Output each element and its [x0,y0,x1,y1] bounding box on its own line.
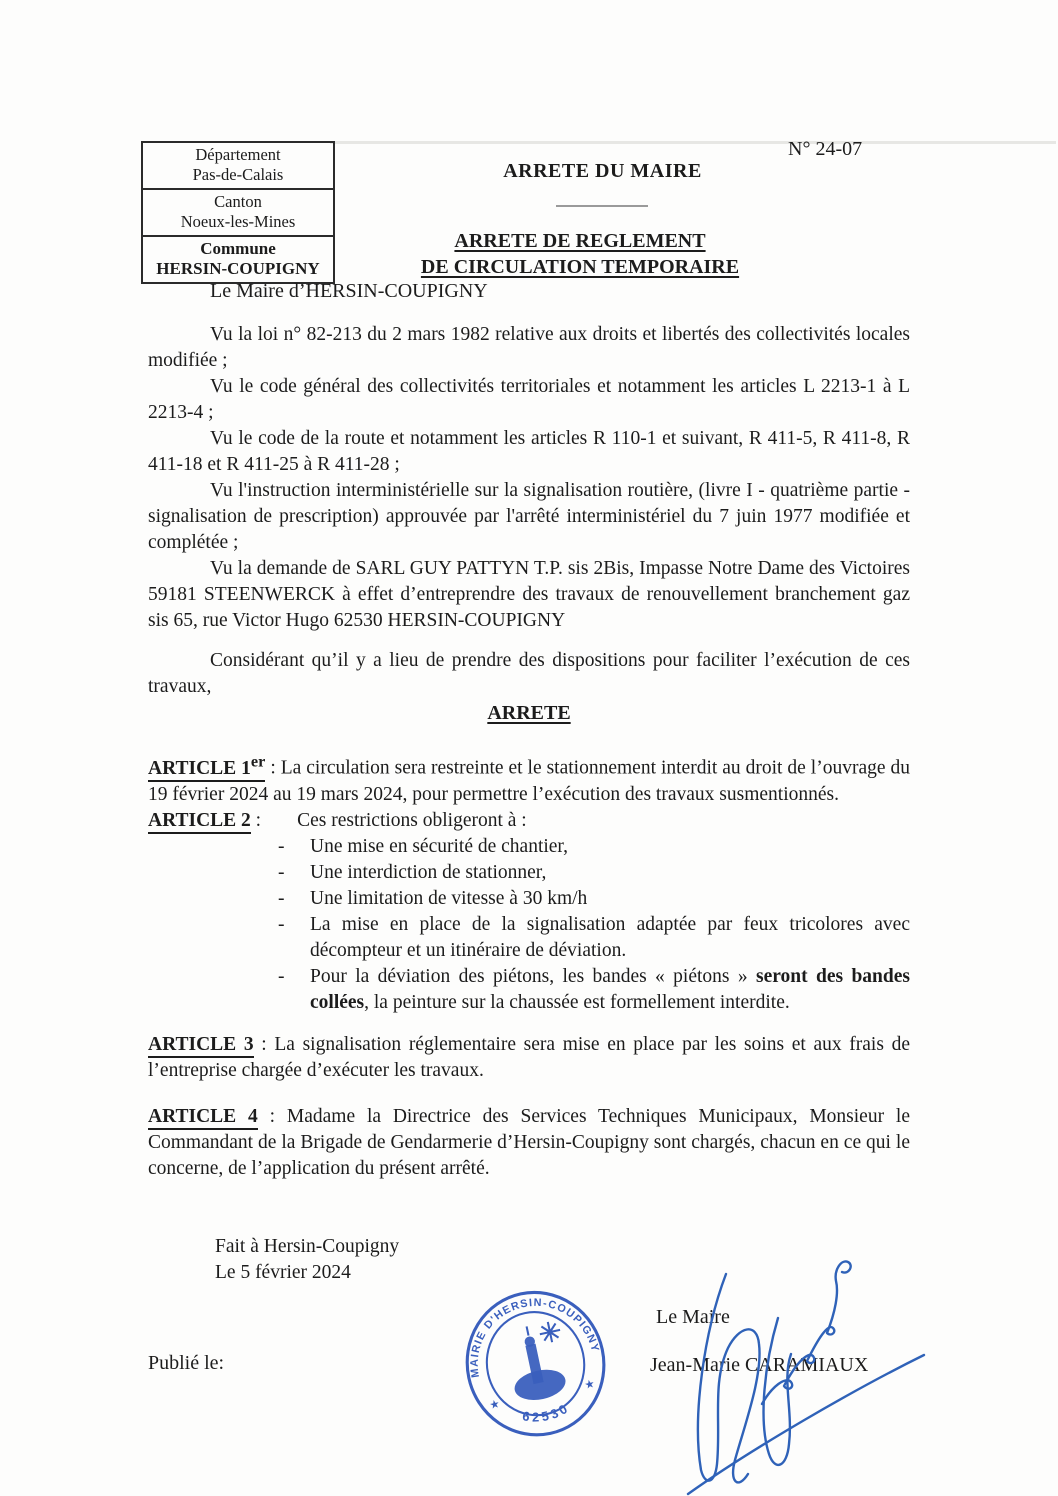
department-label: Département [195,145,281,164]
document-subtitle [390,228,770,280]
recital-paragraph: Vu le code de la route et notamment les articles R 110-1 et suivant, R 411-5, R 411-8, R 411-18 et R 411-25 à R 411-28 ; [148,428,910,475]
list-item: - Pour la déviation des piétons, les bandes « piétons » seront des bandes collées, la peinture sur la chaussée est formellement interdite. [278,964,910,1016]
article-1-superscript: er [250,752,266,770]
article-4-label: ARTICLE 4 [148,1106,258,1130]
article-2-heading [148,808,910,834]
commune-label: Commune [200,239,276,258]
signature-strokes [688,1261,924,1494]
mayor-name: Jean-Marie CARAMIAUX [650,1354,869,1376]
bullet-dash: - [278,835,285,857]
article-1-label: ARTICLE 1er [148,758,265,782]
admin-jurisdiction-table [141,141,335,284]
stamp-star-right-icon: ★ [583,1378,596,1392]
article-3 [148,1032,910,1084]
subtitle-line-1: ARRETE DE REGLEMENT [454,230,706,252]
bullet-dash: - [278,887,285,909]
table-row [143,143,333,190]
stamp-star-burst [538,1320,563,1345]
subtitle-line-2: DE CIRCULATION TEMPORAIRE [420,256,740,278]
bullet-dash: - [278,913,285,935]
town-hall-stamp-icon [447,1274,627,1462]
article-2-intro: Ces restrictions obligeront à : [297,809,527,831]
table-row [143,190,333,237]
list-item: - Une mise en sécurité de chantier, [278,834,910,860]
article-3-label: ARTICLE 3 [148,1034,254,1058]
recital-paragraph: Vu la demande de SARL GUY PATTYN T.P. sis 2Bis, Impasse Notre Dame des Victoires 59181 STEENWERCK à effet d’entreprendre des travaux de renouvellement branchement gaz sis 65, rue Victor Hugo 62530 HERSIN-COUPIGNY [148,558,910,631]
decree-heading: ARRETE [487,702,571,724]
bullet-dash: - [278,965,285,987]
document-body [148,322,910,1182]
article-3-body: La signalisation réglementaire sera mise en place par les soins et aux frais de l’entreprise chargée d’exécuter les travaux. [148,1033,910,1081]
page-title: ARRETE DU MAIRE [503,160,702,182]
article-4-body: Madame la Directrice des Services Techniques Municipaux, Monsieur le Commandant de la Brigade de Gendarmerie d’Hersin-Coupigny sont chargés, chacun en ce qui le concerne, de l’application du présent arrêté. [148,1105,910,1179]
list-item: - Une limitation de vitesse à 30 km/h [278,886,910,912]
article-1 [148,748,910,808]
scan-artifact-line [330,141,1056,144]
article-1-body: La circulation sera restreinte et le stationnement interdit au droit de l’ouvrage du 19 février 2024 au 19 mars 2024, pour permettre l’exécution des travaux susmentionnés. [148,757,911,805]
recital-paragraph: Vu le code général des collectivités territoriales et notamment les articles L 2213-1 à L 2213-4 ; [148,376,910,423]
bullet-dash: - [278,861,285,883]
place-made-line: Fait à Hersin-Coupigny [215,1236,400,1257]
article-2-colon: : [250,809,262,831]
published-on-label: Publié le: [148,1352,225,1374]
mayor-signature [668,1232,1008,1496]
stamp-star-left-icon: ★ [488,1398,501,1413]
bold-phrase: seront des bandes collées [310,965,910,1013]
stamp-svg [447,1274,626,1457]
article-2-bullet-list [278,834,910,1016]
commune-value: HERSIN-COUPIGNY [156,259,320,278]
recital-paragraph: Vu la loi n° 82-213 du 2 mars 1982 relative aux droits et libertés des collectivités locales modifiée ; [148,324,910,371]
issuer-line: Le Maire d’HERSIN-COUPIGNY [210,280,488,302]
article-4-colon: : [257,1105,287,1127]
title-separator-rule [556,205,648,207]
stamp-postal-code: 62530 [521,1399,573,1425]
department-value: Pas-de-Calais [192,165,284,184]
article-3-colon: : [253,1033,275,1055]
list-item: - La mise en place de la signalisation adaptée par feux tricolores avec décompteur et un itinéraire de déviation. [278,912,910,964]
signature-svg [668,1232,1008,1496]
document-number: N° 24-07 [788,138,863,160]
mayor-title: Le Maire [656,1306,730,1328]
article-4 [148,1104,910,1182]
article-1-colon: : [265,757,281,779]
date-made-line: Le 5 février 2024 [215,1262,351,1283]
canton-label: Canton [214,192,262,211]
article-2-label: ARTICLE 2 [148,810,251,834]
list-item: - Une interdiction de stationner, [278,860,910,886]
stamp-fills [456,1284,614,1437]
stamp-arc-label: MAIRIE D'HERSIN-COUPIGNY [468,1296,602,1379]
recital-paragraph: Vu l'instruction interministérielle sur la signalisation routière, (livre I - quatrième partie - signalisation de prescription) approuvée par l'arrêté interministériel du 7 juin 1977 modifiée et complétée ; [148,480,910,553]
considering-paragraph: Considérant qu’il y a lieu de prendre des dispositions pour faciliter l’exécution de ces travaux, [148,650,910,697]
canton-value: Noeux-les-Mines [180,212,296,231]
svg-text:62530 [519,1398,574,1428]
table-row [143,237,333,282]
